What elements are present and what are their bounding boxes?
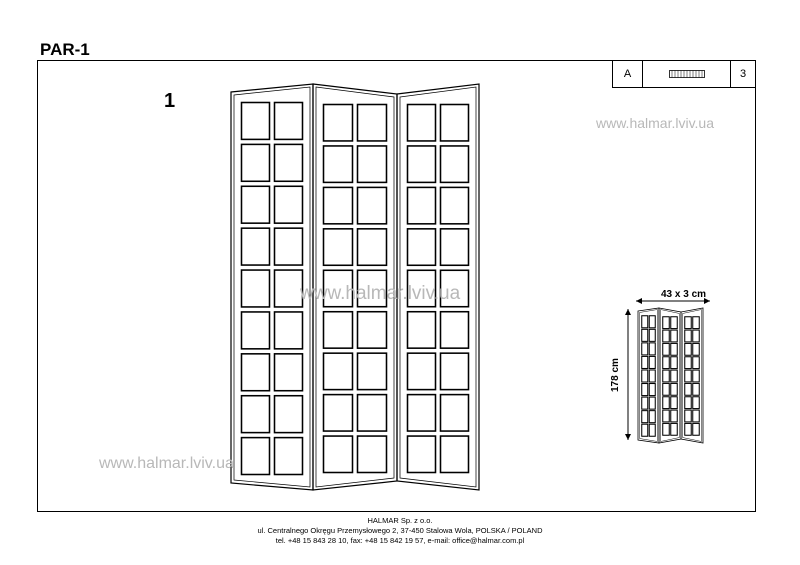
screen-window-pane [685, 397, 692, 409]
screen-window-pane [671, 423, 678, 435]
screen-window-pane [642, 424, 648, 436]
screen-window-pane [663, 423, 670, 435]
screen-window-pane [671, 317, 678, 329]
screen-window-pane [663, 330, 670, 342]
screen-window-pane [642, 411, 648, 423]
screen-window-pane [693, 317, 700, 329]
screen-window-pane [642, 329, 648, 341]
screen-window-pane [642, 356, 648, 368]
screen-window-pane [671, 370, 678, 382]
screen-window-pane [693, 410, 700, 422]
screen-window-pane [685, 423, 692, 435]
screen-window-pane [663, 397, 670, 409]
height-dimension-text: 178 cm [610, 358, 621, 392]
screen-window-pane [685, 410, 692, 422]
screen-window-pane [671, 330, 678, 342]
screen-window-pane [649, 424, 655, 436]
screen-window-pane [693, 330, 700, 342]
screen-window-pane [663, 370, 670, 382]
screen-window-pane [663, 317, 670, 329]
screen-window-pane [642, 370, 648, 382]
screen-window-pane [693, 357, 700, 369]
watermark-text: www.halmar.lviv.ua [99, 455, 234, 472]
screen-window-pane [693, 343, 700, 355]
screen-window-pane [671, 397, 678, 409]
watermark-text: www.halmar.lviv.ua [300, 283, 461, 304]
screen-window-pane [671, 383, 678, 395]
screen-window-pane [642, 397, 648, 409]
part-quantity: 3 [739, 68, 747, 80]
screen-window-pane [649, 411, 655, 423]
screen-window-pane [663, 410, 670, 422]
screen-window-pane [649, 356, 655, 368]
screen-window-pane [693, 397, 700, 409]
document-title: PAR-1 [40, 40, 90, 59]
screen-window-pane [649, 343, 655, 355]
screen-window-pane [693, 423, 700, 435]
screen-window-pane [649, 316, 655, 328]
screen-window-pane [685, 370, 692, 382]
screen-window-pane [663, 383, 670, 395]
watermark-text: www.halmar.lviv.ua [596, 115, 715, 131]
screen-window-pane [642, 316, 648, 328]
screen-panel [681, 308, 703, 443]
screen-window-pane [671, 410, 678, 422]
screen-window-pane [693, 383, 700, 395]
screen-window-pane [685, 330, 692, 342]
screen-window-pane [649, 370, 655, 382]
screen-window-pane [649, 329, 655, 341]
screen-window-pane [685, 357, 692, 369]
footer-address: ul. Centralnego Okręgu Przemysłowego 2, 37-450 Stalowa Wola, POLSKA / POLAND [257, 526, 543, 535]
footer [0, 516, 800, 546]
screen-window-pane [671, 343, 678, 355]
screen-window-pane [649, 384, 655, 396]
footer-contact: tel. +48 15 843 28 10, fax: +48 15 842 19 57, e-mail: office@halmar.com.pl [275, 536, 525, 545]
footer-company: HALMAR Sp. z o.o. [367, 516, 433, 525]
width-dimension-label: 43 x 3 cm [661, 289, 707, 300]
screen-panel [638, 308, 659, 443]
part-letter: A [613, 61, 643, 87]
screen-window-pane [663, 357, 670, 369]
screen-window-pane [685, 383, 692, 395]
screen-panel [659, 308, 681, 443]
screen-window-pane [685, 343, 692, 355]
screen-window-pane [671, 357, 678, 369]
screen-window-pane [649, 397, 655, 409]
step-number: 1 [164, 90, 176, 112]
screen-window-pane [685, 317, 692, 329]
screen-window-pane [693, 370, 700, 382]
screen-window-pane [642, 384, 648, 396]
screen-window-pane [642, 343, 648, 355]
screen-window-pane [663, 343, 670, 355]
